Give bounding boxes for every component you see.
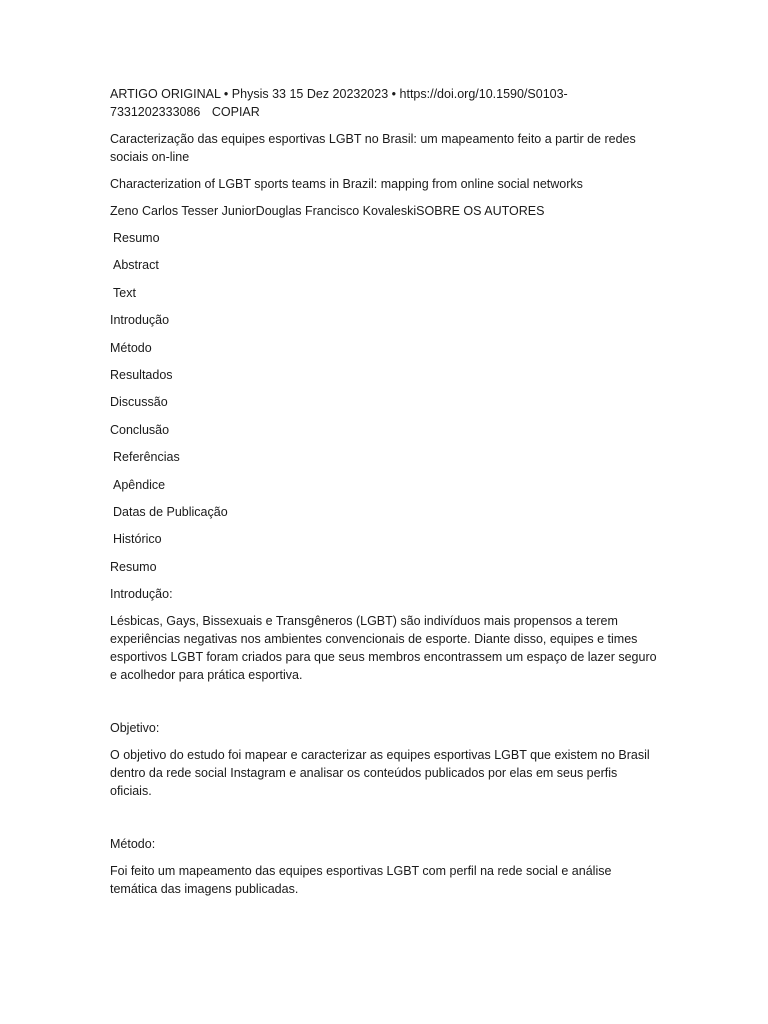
- journal-issue: Physis 33 15 Dez 20232023: [231, 87, 389, 101]
- toc-item-conclusao[interactable]: Conclusão: [110, 422, 170, 437]
- toc-item-label: Text: [113, 285, 136, 300]
- toc-item-label: Abstract: [113, 258, 159, 273]
- about-authors-link[interactable]: SOBRE OS AUTORES: [416, 204, 545, 218]
- objetivo-label: Objetivo:: [110, 720, 160, 735]
- toc-item-discussao[interactable]: Discussão: [110, 395, 168, 410]
- toc-item-resultados[interactable]: Resultados: [110, 367, 173, 382]
- article-header-meta: [110, 85, 658, 121]
- article-content: [110, 85, 658, 933]
- resumo-heading: Resumo: [110, 559, 157, 574]
- toc-item-label: Apêndice: [113, 477, 166, 492]
- toc-item-label: Histórico: [113, 532, 162, 547]
- toc-item-metodo[interactable]: Método: [110, 340, 152, 355]
- separator: •: [391, 87, 397, 101]
- toc-item-abstract[interactable]: [110, 258, 159, 272]
- toc-item-referencias[interactable]: [110, 450, 180, 464]
- toc-item-apendice[interactable]: [110, 478, 165, 492]
- doi-link[interactable]: https://doi.org/10.1590/S0103-7331202333086: [110, 87, 568, 119]
- toc-item-label: Referências: [113, 450, 180, 465]
- author-link[interactable]: Douglas Francisco Kovaleski: [255, 204, 417, 218]
- copy-doi-button[interactable]: COPIAR: [211, 105, 260, 119]
- table-of-contents: [110, 229, 658, 548]
- objetivo-text: O objetivo do estudo foi mapear e caracterizar as equipes esportivas LGBT que existem no Brasil dentro da rede social Instagram e analisar os conteúdos publicados por elas em seus perfis oficiais.: [110, 747, 650, 798]
- article-type: ARTIGO ORIGINAL: [110, 87, 221, 101]
- toc-item-historico[interactable]: [110, 532, 162, 546]
- author-link[interactable]: Zeno Carlos Tesser Junior: [110, 204, 256, 218]
- toc-item-label: Resumo: [113, 231, 160, 245]
- toc-item-introducao[interactable]: Introdução: [110, 313, 170, 328]
- article-title-pt: Caracterização das equipes esportivas LGBT no Brasil: um mapeamento feito a partir de redes sociais on-line: [110, 132, 636, 164]
- authors-line: [110, 202, 658, 220]
- toc-item-datas[interactable]: [110, 505, 228, 519]
- toc-item-resumo[interactable]: [110, 231, 160, 245]
- toc-item-text[interactable]: [110, 286, 136, 300]
- separator: •: [223, 87, 229, 101]
- metodo-label: Método:: [110, 836, 156, 851]
- introducao-text: Lésbicas, Gays, Bissexuais e Transgêneros (LGBT) são indivíduos mais propensos a terem experiências negativas nos ambientes convencionais de esporte. Diante disso, equipes e times esportivos LGBT foram criados para que seus membros encontrassem um espaço de lazer seguro e acolhedor para prática esportiva.: [110, 613, 657, 682]
- article-title-en: Characterization of LGBT sports teams in Brazil: mapping from online social networks: [110, 177, 583, 191]
- introducao-label: Introdução:: [110, 586, 173, 601]
- toc-item-label: Datas de Publicação: [113, 504, 228, 519]
- metodo-text: Foi feito um mapeamento das equipes esportivas LGBT com perfil na rede social e análise temática das imagens publicadas.: [110, 863, 612, 896]
